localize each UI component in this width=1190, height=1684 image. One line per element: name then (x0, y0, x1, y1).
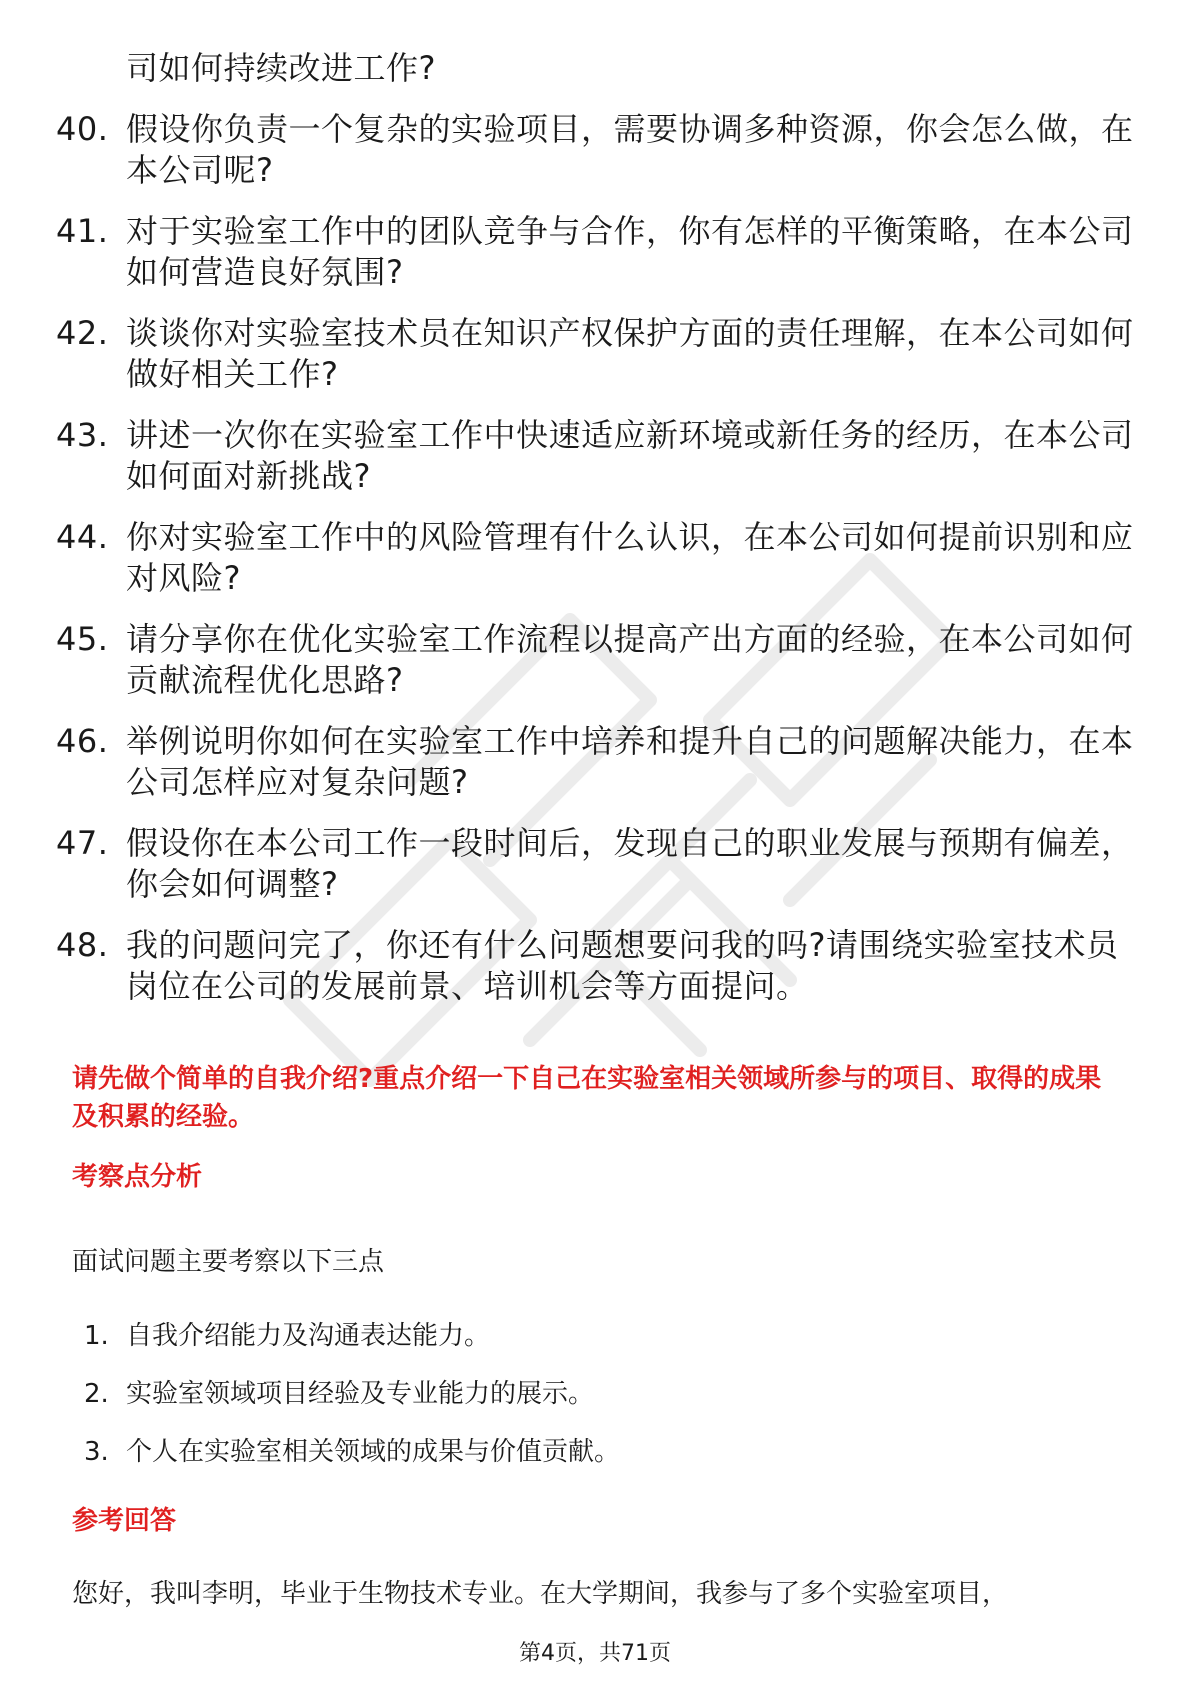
question-item (56, 823, 1136, 905)
question-text: 你对实验室工作中的风险管理有什么认识，在本公司如何提前识别和应对风险? (126, 518, 1134, 597)
point-text: 个人在实验室相关领域的成果与价值贡献。 (126, 1437, 621, 1467)
question-item (56, 721, 1136, 803)
analysis-points (84, 1318, 620, 1492)
question-number: 44. (56, 518, 109, 556)
analysis-title: 考察点分析 (72, 1162, 203, 1192)
analysis-intro: 面试问题主要考察以下三点 (72, 1247, 385, 1277)
question-item (56, 517, 1136, 599)
question-text: 讲述一次你在实验室工作中快速适应新环境或新任务的经历，在本公司如何面对新挑战? (126, 416, 1134, 495)
question-item (56, 109, 1136, 191)
question-item (56, 619, 1136, 701)
reference-text: 您好，我叫李明，毕业于生物技术专业。在大学期间，我参与了多个实验室项目， (72, 1579, 1009, 1609)
question-number: 46. (56, 722, 109, 760)
question-number: 47. (56, 824, 109, 862)
question-number: 40. (56, 110, 109, 148)
question-number: 45. (56, 620, 109, 658)
analysis-point (84, 1318, 620, 1354)
point-number: 2. (84, 1379, 109, 1409)
reference-title: 参考回答 (72, 1506, 177, 1536)
page-footer: 第4页，共71页 (519, 1641, 671, 1666)
point-number: 1. (84, 1321, 109, 1351)
question-text: 请分享你在优化实验室工作流程以提高产出方面的经验，在本公司如何贡献流程优化思路? (126, 620, 1134, 699)
question-item (56, 313, 1136, 395)
question-number: 48. (56, 926, 109, 964)
analysis-point (84, 1376, 620, 1412)
question-item (56, 211, 1136, 293)
question-item (56, 48, 1136, 89)
question-number: 43. (56, 416, 109, 454)
question-text: 举例说明你如何在实验室工作中培养和提升自己的问题解决能力，在本公司怎样应对复杂问题? (126, 722, 1134, 801)
question-item (56, 925, 1136, 1007)
point-text: 实验室领域项目经验及专业能力的展示。 (126, 1379, 595, 1409)
analysis-point (84, 1434, 620, 1470)
question-number: 41. (56, 212, 109, 250)
point-number: 3. (84, 1437, 109, 1467)
featured-question: 请先做个简单的自我介绍?重点介绍一下自己在实验室相关领域所参与的项目、取得的成果及积累的经验。 (72, 1064, 1102, 1132)
point-text: 自我介绍能力及沟通表达能力。 (126, 1321, 491, 1351)
question-text: 对于实验室工作中的团队竞争与合作，你有怎样的平衡策略，在本公司如何营造良好氛围? (126, 212, 1134, 291)
question-item (56, 415, 1136, 497)
question-text: 我的问题问完了，你还有什么问题想要问我的吗?请围绕实验室技术员岗位在公司的发展前景、培训机会等方面提问。 (126, 926, 1119, 1005)
question-number: 42. (56, 314, 109, 352)
question-list (56, 48, 1136, 1027)
question-text: 司如何持续改进工作? (126, 49, 436, 87)
question-text: 假设你在本公司工作一段时间后，发现自己的职业发展与预期有偏差，你会如何调整? (126, 824, 1134, 903)
question-text: 假设你负责一个复杂的实验项目，需要协调多种资源，你会怎么做，在本公司呢? (126, 110, 1134, 189)
question-text: 谈谈你对实验室技术员在知识产权保护方面的责任理解，在本公司如何做好相关工作? (126, 314, 1134, 393)
